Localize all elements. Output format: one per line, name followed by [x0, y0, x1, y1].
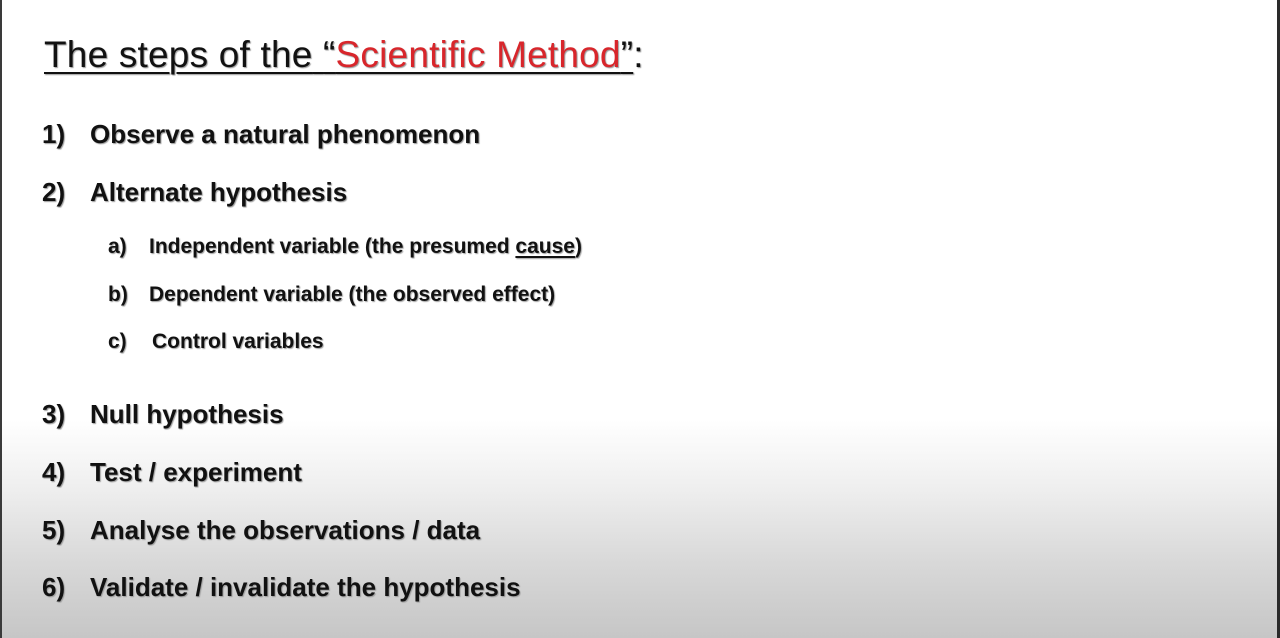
slide-title: [44, 32, 644, 78]
step-number: 3): [42, 399, 66, 429]
substep-text: Independent variable (the presumed: [149, 235, 516, 258]
substep-text: Dependent variable (the observed effect): [149, 283, 556, 306]
step-item-alternate-hypothesis: [42, 176, 347, 208]
substep-text: Control variables: [152, 330, 324, 353]
step-text: Test / experiment: [90, 457, 302, 487]
step-text: Analyse the observations / data: [90, 515, 481, 545]
substep-item-independent-variable: [108, 234, 582, 260]
title-highlight: Scientific Method: [335, 34, 621, 75]
step-item-test-experiment: [42, 456, 302, 488]
step-text: Null hypothesis: [90, 399, 284, 429]
step-item-observe: [42, 118, 480, 150]
step-number: 1): [42, 119, 66, 149]
substep-letter: a): [108, 235, 127, 258]
substep-item-dependent-variable: [108, 282, 555, 308]
title-quote-close: ”: [620, 34, 634, 75]
slide-left-border: [0, 0, 2, 638]
substep-underlined-word: cause: [515, 235, 575, 258]
substep-item-control-variables: [108, 329, 324, 355]
title-suffix: :: [633, 34, 644, 75]
step-text: Validate / invalidate the hypothesis: [90, 572, 521, 602]
substep-letter: b): [108, 283, 128, 306]
step-text: Alternate hypothesis: [90, 177, 348, 207]
step-number: 2): [42, 177, 66, 207]
step-item-validate-hypothesis: [42, 571, 521, 603]
title-quote-open: “: [323, 34, 336, 75]
step-number: 4): [42, 457, 66, 487]
step-number: 6): [42, 572, 66, 602]
substep-letter: c): [108, 330, 127, 353]
step-item-null-hypothesis: [42, 398, 284, 430]
substep-text-end: ): [574, 235, 582, 258]
step-item-analyse-data: [42, 514, 480, 546]
title-prefix: The steps of the: [44, 34, 313, 75]
step-text: Observe a natural phenomenon: [90, 119, 481, 149]
step-number: 5): [42, 515, 66, 545]
